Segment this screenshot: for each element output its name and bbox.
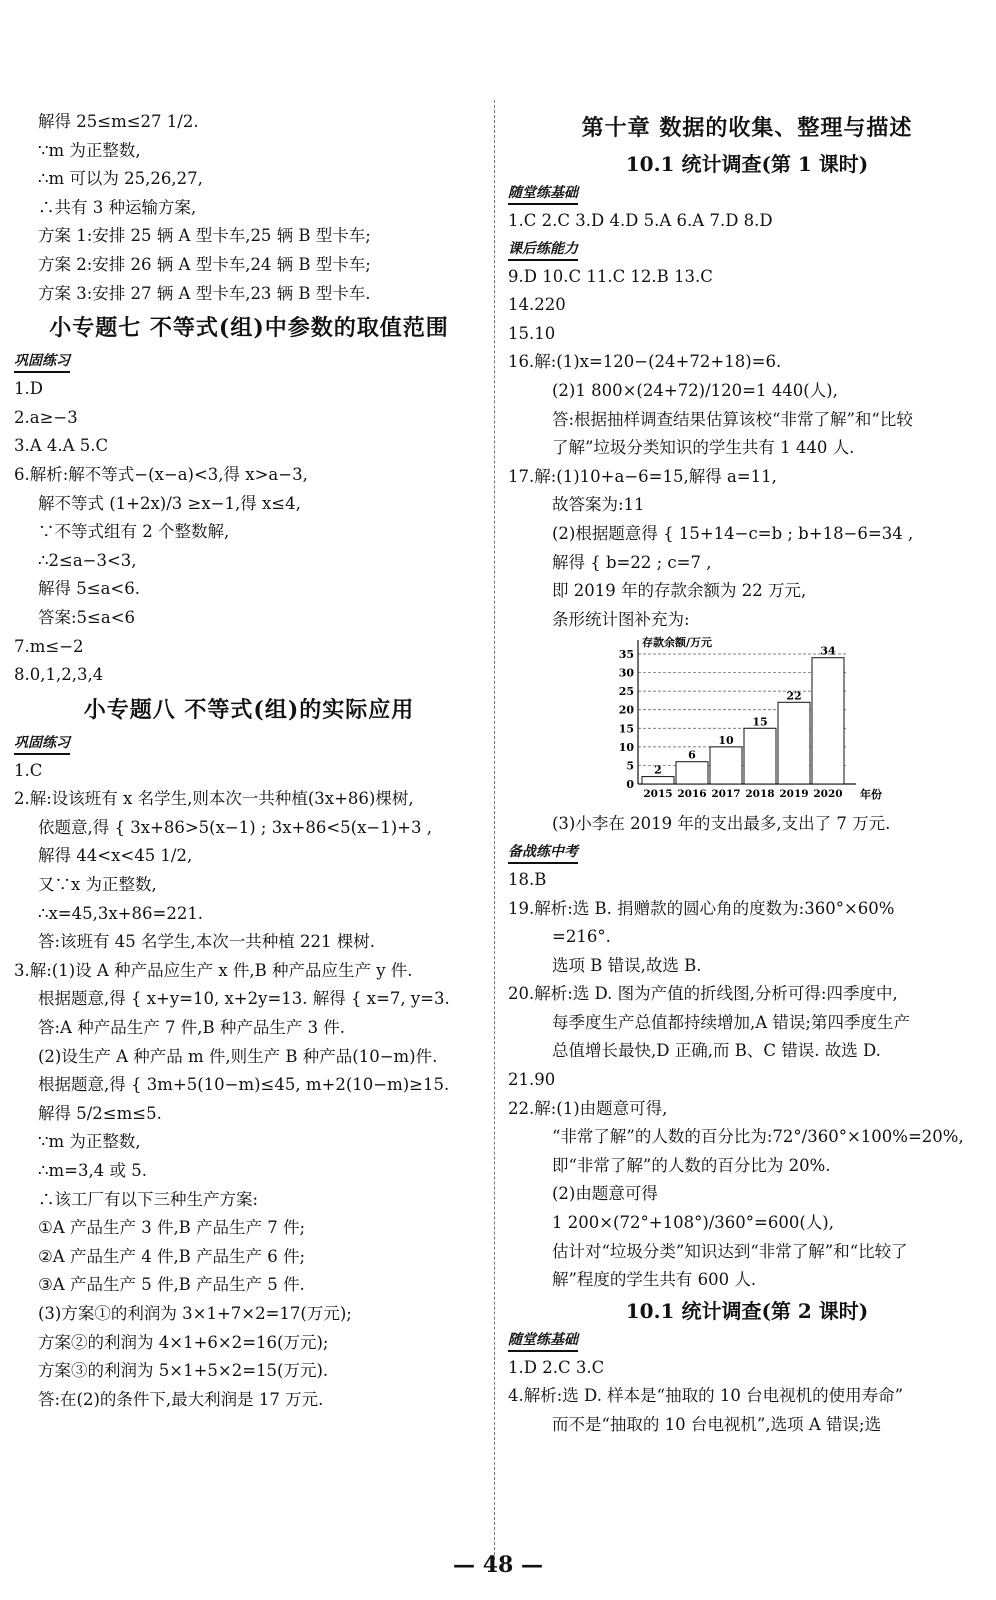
text-line: ∵不等式组有 2 个整数解, (38, 522, 230, 542)
section-tag-row (14, 348, 484, 375)
text-line: 21.90 (508, 1070, 556, 1090)
text-line: 每季度生产总值都持续增加,A 错误;第四季度生产 (552, 1012, 910, 1032)
text-line: 了解”垃圾分类知识的学生共有 1 440 人. (552, 438, 855, 458)
text-line: 3.解:(1)设 A 种产品应生产 x 件,B 种产品应生产 y 件. (14, 960, 413, 980)
x-tick-label: 2020 (813, 788, 843, 801)
text-line: 2.解:设该班有 x 名学生,则本次一共种植(3x+86)棵树, (14, 789, 414, 809)
text-line: 17.解:(1)10+a−6=15,解得 a=11, (508, 466, 777, 486)
section-tag: 随堂练基础 (508, 1330, 578, 1352)
text-line: 即“非常了解”的人数的百分比为 20%. (552, 1155, 831, 1175)
text-line: 8.0,1,2,3,4 (14, 665, 104, 685)
text-line: (2)由题意可得 (552, 1184, 658, 1204)
section-heading: 第十章 数据的收集、整理与描述 (581, 115, 913, 141)
section-heading: 小专题七 不等式(组)中参数的取值范围 (49, 315, 449, 342)
text-line: (2)根据题意得 { 15+14−c=b ; b+18−6=34 , (552, 523, 914, 543)
text-line: 方案 3:安排 27 辆 A 型卡车,23 辆 B 型卡车. (38, 283, 371, 303)
text-line: 15.10 (508, 323, 556, 343)
y-tick-label: 0 (626, 778, 634, 792)
text-line: (2)设生产 A 种产品 m 件,则生产 B 种产品(10−m)件. (38, 1046, 438, 1066)
text-line: 9.D 10.C 11.C 12.B 13.C (508, 266, 713, 286)
text-line: 即 2019 年的存款余额为 22 万元, (552, 581, 807, 601)
bar-2019 (778, 703, 810, 785)
data-label: 2 (654, 763, 662, 777)
text-line: (3)方案①的利润为 3×1+7×2=17(万元); (38, 1303, 352, 1323)
y-tick-label: 20 (618, 704, 634, 718)
y-tick-label: 5 (626, 759, 634, 773)
bar-2020 (812, 658, 844, 784)
bar-chart (612, 636, 912, 806)
bar-2016 (676, 762, 708, 784)
right-column (508, 108, 986, 1440)
text-line: 方案③的利润为 5×1+5×2=15(万元). (38, 1361, 329, 1381)
text-line: 1 200×(72°+108°)/360°=600(人), (552, 1213, 834, 1233)
text-line: 1.C (14, 760, 43, 780)
text-line: 估计对“垃圾分类”知识达到“非常了解”和“比较了 (552, 1241, 908, 1261)
text-line: 14.220 (508, 295, 566, 315)
text-line: “非常了解”的人数的百分比为:72°/360°×100%=20%, (552, 1127, 964, 1147)
text-line: 解得 { b=22 ; c=7 , (552, 552, 712, 572)
text-line: 而不是“抽取的 10 台电视机”,选项 A 错误;选 (552, 1415, 882, 1434)
text-line: 总值增长最快,D 正确,而 B、C 错误. 故选 D. (552, 1041, 881, 1061)
text-line: ①A 产品生产 3 件,B 产品生产 7 件; (38, 1218, 306, 1238)
text-line: 答案:5≤a<6 (38, 607, 136, 627)
text-line: 1.D 2.C 3.C (508, 1357, 605, 1377)
section-tag: 巩固练习 (14, 351, 70, 373)
section-heading: 10.1 统计调查(第 2 课时) (625, 1298, 869, 1323)
data-label: 34 (820, 645, 836, 659)
text-line: 20.解析:选 D. 图为产值的折线图,分析可得:四季度中, (508, 984, 898, 1004)
text-line: =216°. (552, 927, 611, 947)
section-tag-row (508, 1327, 986, 1354)
text-line: 选项 B 错误,故选 B. (552, 955, 702, 975)
bar-2015 (642, 777, 674, 784)
text-line: ∵m 为正整数, (38, 140, 141, 160)
data-label: 22 (786, 689, 802, 703)
text-line: ∴2≤a−3<3, (38, 550, 137, 570)
section-tag-row (14, 730, 484, 757)
x-tick-label: 2019 (779, 788, 809, 801)
section-tag: 随堂练基础 (508, 183, 578, 205)
data-label: 15 (752, 715, 768, 729)
x-tick-label: 2015 (643, 788, 673, 801)
text-line: 1.C 2.C 3.D 4.D 5.A 6.A 7.D 8.D (508, 211, 773, 230)
left-column (14, 108, 484, 1414)
text-line: ②A 产品生产 4 件,B 产品生产 6 件; (38, 1246, 306, 1266)
text-line: 16.解:(1)x=120−(24+72+18)=6. (508, 352, 782, 372)
y-tick-label: 25 (618, 685, 634, 699)
y-tick-label: 10 (618, 741, 634, 755)
y-tick-label: 30 (618, 666, 634, 680)
text-line: 22.解:(1)由题意可得, (508, 1098, 668, 1118)
text-line: 7.m≤−2 (14, 636, 84, 656)
text-line: (2)1 800×(24+72)/120=1 440(人), (552, 380, 838, 400)
text-line: 根据题意,得 { 3m+5(10−m)≤45, m+2(10−m)≥15. (38, 1075, 450, 1095)
text-line: ∵m 为正整数, (38, 1132, 141, 1152)
section-tag: 巩固练习 (14, 733, 70, 755)
text-line: 故答案为:11 (552, 495, 645, 515)
text-line: ∴x=45,3x+86=221. (38, 903, 204, 923)
section-heading: 小专题八 不等式(组)的实际应用 (83, 696, 415, 723)
x-tick-label: 2017 (711, 788, 741, 801)
bar-2018 (744, 729, 776, 785)
section-tag-row (508, 180, 986, 207)
text-line: 答:该班有 45 名学生,本次一共种植 221 棵树. (38, 932, 376, 952)
x-axis-label: 年份 (860, 788, 882, 802)
text-line: ∴该工厂有以下三种生产方案: (38, 1189, 259, 1209)
text-line: 解得 5≤a<6. (38, 579, 140, 599)
text-line: (3)小李在 2019 年的支出最多,支出了 7 万元. (552, 814, 891, 834)
text-line: 6.解析:解不等式−(x−a)<3,得 x>a−3, (14, 464, 308, 484)
y-axis-label: 存款余额/万元 (642, 636, 713, 650)
text-line: ∴m=3,4 或 5. (38, 1161, 147, 1180)
chart-container (612, 636, 986, 810)
text-line: 解得 5/2≤m≤5. (38, 1103, 162, 1123)
text-line: 解得 25≤m≤27 1/2. (38, 112, 199, 131)
x-tick-label: 2018 (745, 788, 775, 801)
column-divider (494, 100, 495, 1560)
text-line: 条形统计图补充为: (552, 609, 690, 629)
y-tick-label: 15 (618, 722, 634, 736)
text-line: 18.B (508, 869, 547, 889)
page-number: — 48 — (453, 1552, 543, 1578)
section-tag-row (508, 839, 986, 866)
data-label: 10 (718, 734, 734, 748)
bar-2017 (710, 747, 742, 784)
text-line: 答:在(2)的条件下,最大利润是 17 万元. (38, 1389, 324, 1409)
text-line: 3.A 4.A 5.C (14, 436, 109, 456)
text-line: 方案 2:安排 26 辆 A 型卡车,24 辆 B 型卡车; (38, 254, 371, 274)
text-line: 答:根据抽样调查结果估算该校“非常了解”和“比较 (552, 409, 913, 429)
text-line: 19.解析:选 B. 捐赠款的圆心角的度数为:360°×60% (508, 898, 895, 918)
text-line: 4.解析:选 D. 样本是“抽取的 10 台电视机的使用寿命” (508, 1386, 904, 1406)
text-line: ∴m 可以为 25,26,27, (38, 169, 203, 189)
text-line: 解得 44<x<45 1/2, (38, 846, 193, 866)
section-tag: 备战练中考 (508, 842, 578, 864)
text-line: 答:A 种产品生产 7 件,B 种产品生产 3 件. (38, 1018, 346, 1038)
text-line: ∴共有 3 种运输方案, (38, 197, 197, 217)
section-tag: 课后练能力 (508, 239, 578, 261)
text-line: 方案②的利润为 4×1+6×2=16(万元); (38, 1332, 329, 1352)
text-line: 1.D (14, 379, 43, 399)
text-line: 解不等式 (1+2x)/3 ≥x−1,得 x≤4, (38, 493, 301, 513)
text-line: ③A 产品生产 5 件,B 产品生产 5 件. (38, 1275, 305, 1295)
text-line: 根据题意,得 { x+y=10, x+2y=13. 解得 { x=7, y=3. (38, 989, 450, 1009)
text-line: 依题意,得 { 3x+86>5(x−1) ; 3x+86<5(x−1)+3 , (38, 817, 432, 837)
text-line: 2.a≥−3 (14, 407, 78, 427)
data-label: 6 (688, 749, 696, 763)
section-tag-row (508, 236, 986, 263)
text-line: 解”程度的学生共有 600 人. (552, 1270, 757, 1290)
y-tick-label: 35 (618, 648, 634, 662)
text-line: 方案 1:安排 25 辆 A 型卡车,25 辆 B 型卡车; (38, 226, 371, 246)
section-heading: 10.1 统计调查(第 1 课时) (625, 152, 869, 176)
text-line: 又∵x 为正整数, (38, 875, 157, 895)
x-tick-label: 2016 (677, 788, 707, 801)
